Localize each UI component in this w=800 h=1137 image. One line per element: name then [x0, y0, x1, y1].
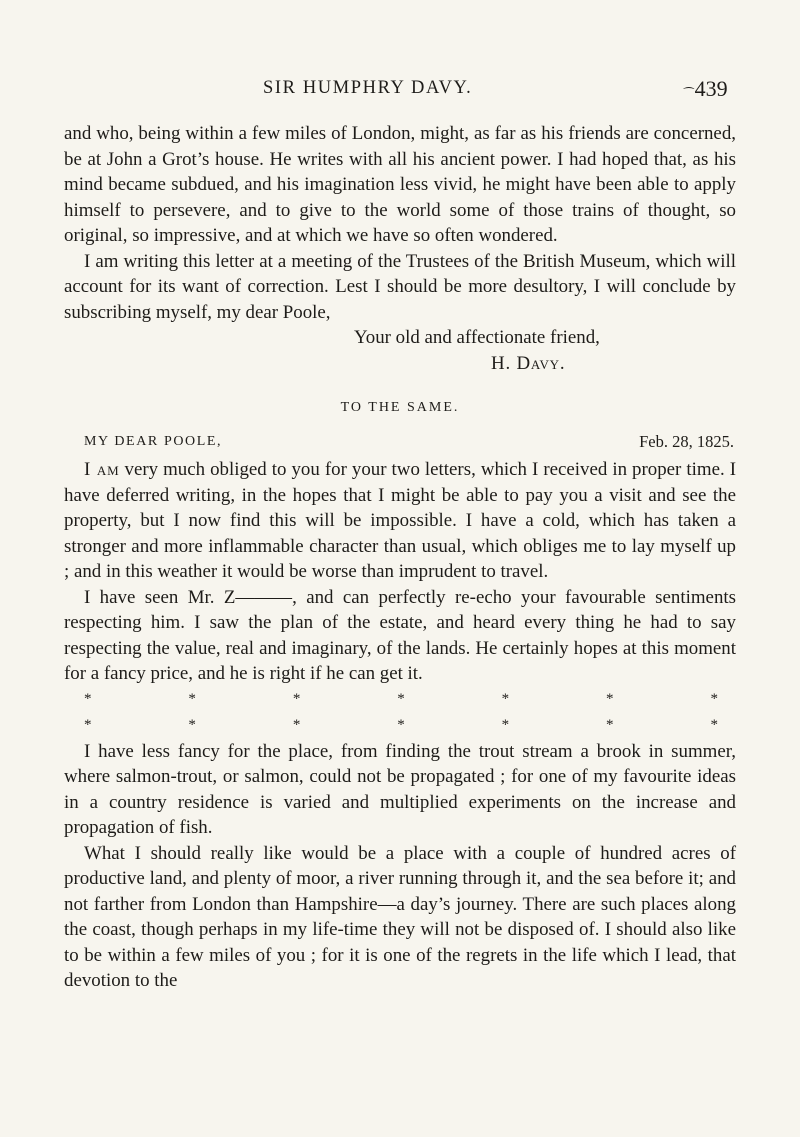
paragraph-3: [64, 457, 736, 585]
letter-date: Feb. 28, 1825.: [639, 432, 734, 451]
asterisk: *: [501, 691, 510, 707]
paragraph-4: I have seen Mr. Z———, and can perfectly re-echo your favourable sentiments respecting him. I saw the plan of the estate, and heard every thing he had to say respecting the value, real and imaginary, of the lands. He certainly hopes at this moment for a fancy price, and he is right if he can get it.: [64, 586, 736, 684]
asterisk: *: [397, 691, 405, 707]
paragraph-1: and who, being within a few miles of London, might, as far as his friends are concerned, be at John a Grot’s house. He writes with all his ancient power. I had hoped that, as his mind became subdued, and his imagination less vivid, he might have been able to apply himself to persevere, and to give to the world some of those trains of thought, so original, so impressive, and at which we have so often wondered.: [64, 123, 736, 246]
asterisk: *: [84, 691, 92, 707]
paragraph-5: I have less fancy for the place, from finding the trout stream a brook in summer, where salmon-trout, or salmon, could not be propagated ; for one of my favourite ideas in a country residence is varied and multiplied experiments on the increase and propagation of fish.: [64, 740, 736, 838]
asterisk: *: [292, 691, 301, 707]
running-title: SIR HUMPHRY DAVY.: [263, 78, 473, 98]
page-mark: ⁀: [684, 87, 694, 101]
page-number-block: [684, 76, 728, 102]
paragraph-3-lead: I am: [84, 459, 120, 480]
section-title: TO THE SAME.: [340, 400, 460, 415]
page-body: [64, 121, 736, 994]
page-number: 439: [694, 76, 728, 101]
salutation-row: [64, 432, 736, 457]
salutation: MY DEAR POOLE,: [84, 434, 223, 449]
asterisk: *: [501, 717, 510, 733]
asterisk: *: [188, 691, 196, 707]
asterisk: *: [397, 717, 405, 733]
asterisk-row-1: [64, 687, 736, 713]
paragraph-2: I am writing this letter at a meeting of the Trustees of the British Museum, which will account for its want of correction. Lest I should be more desultory, I will conclude by subscribing myself, my dear Poole,: [64, 250, 736, 323]
asterisk: *: [84, 717, 92, 733]
asterisk: *: [606, 717, 614, 733]
asterisk-row-2: [64, 713, 736, 739]
page-header: [0, 76, 800, 106]
paragraph-6: What I should really like would be a place with a couple of hundred acres of productive land, and plenty of moor, a river running through it, and the sea before it; and not farther from London than Hampshire—a day’s journey. There are such places along the coast, though perhaps in my life-time they will not be disposed of. I should also like to be within a few miles of you ; for it is one of the regrets in the life which I lead, that devotion to the: [64, 842, 736, 991]
asterisk: *: [710, 717, 718, 733]
asterisk: *: [188, 717, 196, 733]
asterisk: *: [292, 717, 301, 733]
paragraph-3-text: very much obliged to you for your two letters, which I received in proper time. I have deferred writing, in the hopes that I might be able to pay you a visit and see the property, but I now find this will be impossible. I have a cold, which has taken a stronger and more inflammable character than usual, which obliges me to lay myself up ; and in this weather it would be worse than imprudent to travel.: [64, 459, 736, 582]
closing-line: Your old and affectionate friend,: [354, 327, 600, 348]
asterisk: *: [606, 691, 614, 707]
asterisk: *: [710, 691, 718, 707]
signature: H. Davy.: [491, 352, 566, 374]
